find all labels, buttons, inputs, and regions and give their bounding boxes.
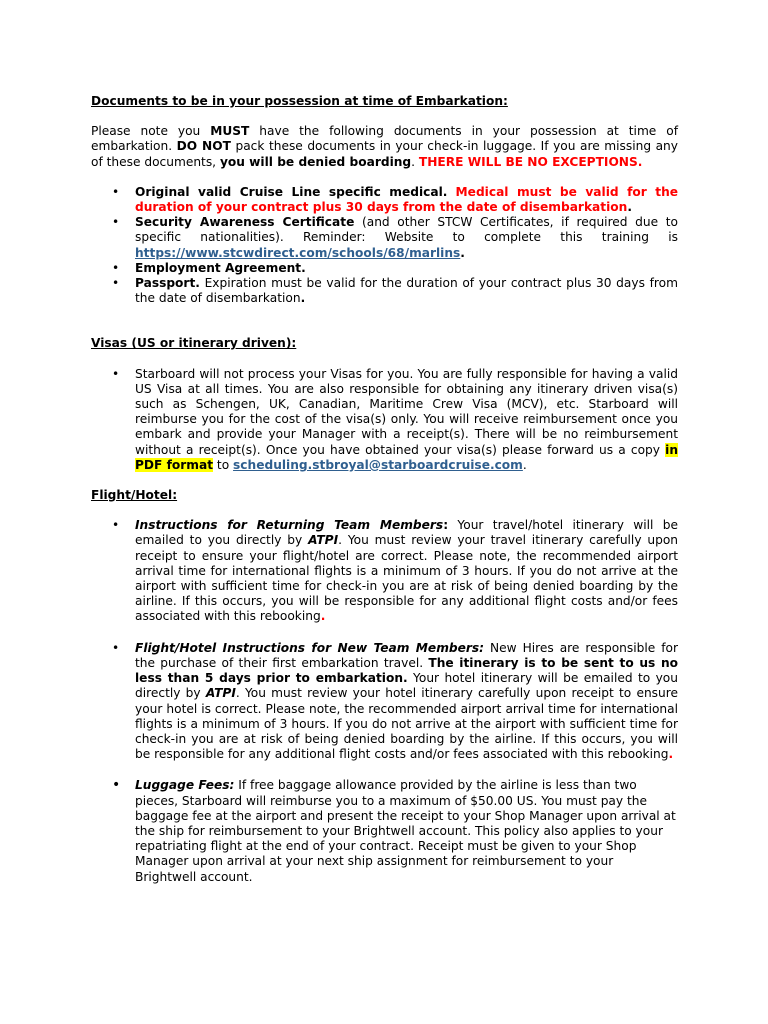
list-item-returning-members: • Instructions for Returning Team Members: Your travel/hotel itinerary will be emailed to you directly by ATPI. You must review your travel itinerary carefully upon receipt to ensure your flight/hotel are correct. Please note, the recommended airport arrival time for international flights is a minimum of 3 hours. If you do not arrive at the airport with sufficient time for check-in you are at risk of being denied boarding by the airline. If this occurs, you will be responsible for any additional flight costs and/or fees associated with this rebooking. — [112, 518, 679, 624]
list-item-security-certificate: • Security Awareness Certificate (and other STCW Certificates, if required due to specific nationalities). Reminder: Website to complete this training is https://www.stcwdirect.com/schools/68/marlins. — [112, 215, 678, 260]
documents-list — [91, 185, 678, 307]
bullet-icon: • — [112, 260, 120, 275]
visas-list — [91, 367, 678, 473]
pdf-format-highlight: in PDF format — [135, 442, 678, 472]
flight-hotel-heading: Flight/Hotel: — [91, 488, 178, 503]
bullet-icon: • — [112, 518, 120, 533]
bullet-icon: • — [112, 640, 120, 655]
list-item-visas: • Starboard will not process your Visas for you. You are fully responsible for having a valid US Visa at all times. You are also responsible for obtaining any itinerary driven visa(s) such as Schengen, UK, Canadian, Maritime Crew Visa (MCV), etc. Starboard will reimburse you for the cost of the visa(s) only. You will receive reimbursement once you embark and provide your Manager with a receipt(s). There will be no reimbursement without a receipt(s). Once you have obtained your visa(s) please forward us a copy in PDF format to scheduling.stbroyal@starboardcruise.com. — [112, 366, 678, 472]
bullet-icon: • — [112, 184, 120, 199]
list-item-new-members: • Flight/Hotel Instructions for New Team Members: New Hires are responsible for the purchase of their first embarkation travel. The itinerary is to be sent to us no less than 5 days prior to embarkation. Your hotel itinerary will be emailed to you directly by ATPI. You must review your hotel itinerary carefully upon receipt to ensure your hotel is correct. Please note, the recommended airport arrival time for international flights is a minimum of 3 hours. If you do not arrive at the airport with sufficient time for check-in you are at risk of being denied boarding by the airline. If this occurs, you will be responsible for any additional flight costs and/or fees associated with this rebooking. — [112, 640, 679, 762]
stcw-training-link[interactable]: https://www.stcwdirect.com/schools/68/marlins — [135, 245, 461, 260]
list-spacer — [91, 762, 678, 778]
bullet-icon: • — [112, 366, 120, 381]
list-item-employment-agreement: • Employment Agreement. — [112, 260, 306, 275]
list-item-medical: • Original valid Cruise Line specific medical. Medical must be valid for the duration of your contract plus 30 days from the date of disembarkation. — [112, 184, 679, 215]
list-item-luggage-fees: • Luggage Fees: If free baggage allowance provided by the airline is less than two pieces, Starboard will reimburse you to a maximum of $50.00 US. You must pay the baggage fee at the airport and present the receipt to your Shop Manager upon arrival at the ship for reimbursement to your Brightwell account. This policy also applies to your repatriating flight at the end of your contract. Receipt must be given to your Shop Manager upon arrival at your next ship assignment for reimbursement to your Brightwell account. — [112, 777, 676, 884]
bullet-icon: • — [112, 215, 120, 230]
scheduling-email-link[interactable]: scheduling.stbroyal@starboardcruise.com — [233, 457, 523, 472]
do-not-text: DO NOT — [176, 139, 231, 154]
must-text: MUST — [210, 124, 250, 139]
bullet-icon: • — [112, 777, 121, 794]
list-spacer — [91, 625, 678, 641]
documents-intro: Please note you MUST have the following documents in your possession at time of embarkation. DO NOT pack these documents in your check-in luggage. If you are missing any of these documents, you will be denied boarding. THERE WILL BE NO EXCEPTIONS. — [91, 124, 678, 169]
flight-hotel-list — [91, 518, 678, 884]
bullet-icon: • — [112, 276, 120, 291]
visas-heading: Visas (US or itinerary driven): — [91, 336, 297, 351]
no-exceptions-text: THERE WILL BE NO EXCEPTIONS. — [418, 154, 643, 169]
list-item-passport: • Passport. Expiration must be valid for the duration of your contract plus 30 days from the date of disembarkation. — [112, 276, 678, 306]
documents-heading: Documents to be in your possession at time of Embarkation: — [91, 94, 508, 108]
denied-boarding-text: you will be denied boarding — [219, 154, 412, 169]
